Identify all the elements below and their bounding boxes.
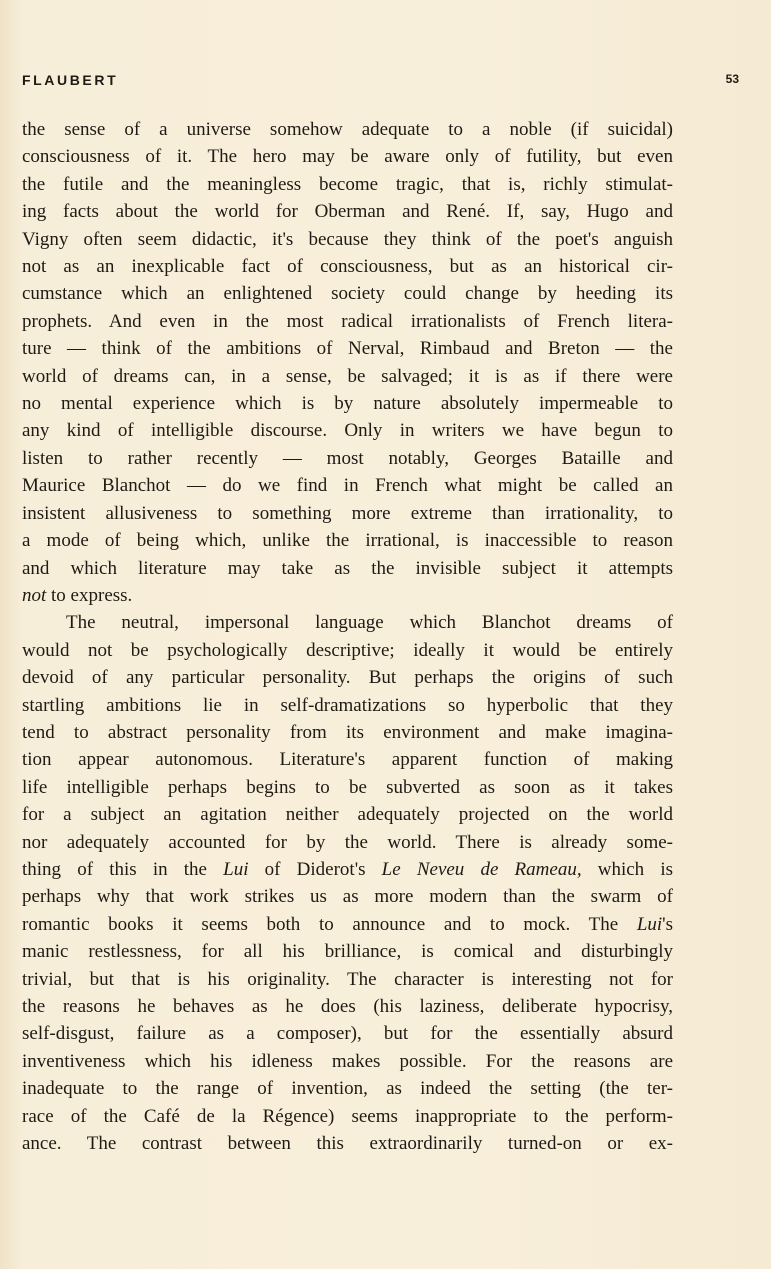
text-line: inadequate to the range of invention, as indeed the setting (the ter-	[22, 1078, 673, 1100]
text-line: tion appear autonomous. Literature's apparent function of making	[22, 749, 673, 771]
text-fragment: thing of this in the	[22, 858, 224, 880]
text-fragment: romantic books it seems both to announce and to mock. The	[22, 913, 637, 935]
text-line: trivial, but that is his originality. The character is interesting not for	[22, 968, 673, 990]
text-line: race of the Café de la Régence) seems inappropriate to the perform-	[22, 1105, 673, 1127]
text-fragment: which is	[581, 858, 674, 880]
text-line: would not be psychologically descriptive; ideally it would be entirely	[22, 639, 673, 661]
text-line: the sense of a universe somehow adequate to a noble (if suicidal)	[22, 119, 673, 140]
emphasis: Lui	[636, 913, 663, 935]
text-line: life intelligible perhaps begins to be subverted as soon as it takes	[22, 776, 673, 798]
running-head	[22, 72, 739, 92]
paragraph-2	[22, 609, 673, 1157]
body-text	[22, 116, 673, 1157]
text-line: manic restlessness, for all his brilliance, is comical and disturbingly	[22, 941, 673, 963]
text-line	[22, 856, 673, 883]
text-line: perhaps why that work strikes us as more modern than the swarm of	[22, 886, 673, 908]
emphasis: not	[22, 584, 47, 606]
text-line: The neutral, impersonal language which Blanchot dreams of	[66, 612, 673, 634]
text-line: devoid of any particular personality. But perhaps the origins of such	[22, 667, 673, 689]
page-number: 53	[725, 72, 739, 86]
text-line: startling ambitions lie in self-dramatizations so hyperbolic that they	[22, 694, 673, 716]
text-line: ture — think of the ambitions of Nerval, Rimbaud and Breton — the	[22, 338, 673, 360]
text-line: consciousness of it. The hero may be aware only of futility, but even	[22, 146, 673, 168]
text-line: nor adequately accounted for by the world. There is already some-	[22, 831, 673, 853]
text-line: cumstance which an enlightened society could change by heeding its	[22, 283, 673, 305]
running-title: FLAUBERT	[22, 72, 119, 88]
text-line: the futile and the meaningless become tragic, that is, richly stimulat-	[22, 173, 673, 195]
text-fragment: of Diderot's	[248, 858, 382, 880]
text-line: ance. The contrast between this extraordinarily turned-on or ex-	[22, 1133, 673, 1155]
text-line: insistent allusiveness to something more extreme than irrationality, to	[22, 502, 673, 524]
text-line: self-disgust, failure as a composer), but for the essentially absurd	[22, 1023, 673, 1045]
emphasis: Lui	[223, 858, 249, 880]
text-line: the reasons he behaves as he does (his laziness, deliberate hypocrisy,	[22, 996, 673, 1017]
text-fragment: to express.	[46, 584, 133, 606]
text-line: tend to abstract personality from its environment and make imagina-	[22, 721, 673, 743]
text-line	[22, 911, 673, 938]
text-line: inventiveness which his idleness makes possible. For the reasons are	[22, 1050, 673, 1072]
paragraph-1	[22, 116, 673, 609]
text-line: for a subject an agitation neither adequately projected on the world	[22, 804, 673, 826]
text-line: ing facts about the world for Oberman and René. If, say, Hugo and	[22, 201, 673, 223]
book-title-emphasis: Le Neveu de Rameau,	[381, 858, 582, 880]
text-line: prophets. And even in the most radical irrationalists of French litera-	[22, 310, 673, 332]
text-line: a mode of being which, unlike the irrational, is inaccessible to reason	[22, 530, 673, 552]
text-line: world of dreams can, in a sense, be salvaged; it is as if there were	[22, 365, 673, 387]
text-line: not as an inexplicable fact of consciousness, but as an historical cir-	[22, 256, 673, 278]
text-line: any kind of intelligible discourse. Only in writers we have begun to	[22, 420, 673, 442]
text-line: and which literature may take as the invisible subject it attempts	[22, 557, 673, 579]
text-line: Maurice Blanchot — do we find in French what might be called an	[22, 475, 673, 497]
text-line: Vigny often seem didactic, it's because they think of the poet's anguish	[22, 228, 673, 250]
text-fragment: 's	[662, 913, 673, 935]
text-line	[22, 582, 673, 609]
text-line: no mental experience which is by nature absolutely impermeable to	[22, 393, 673, 415]
text-line: listen to rather recently — most notably, Georges Bataille and	[22, 447, 673, 469]
